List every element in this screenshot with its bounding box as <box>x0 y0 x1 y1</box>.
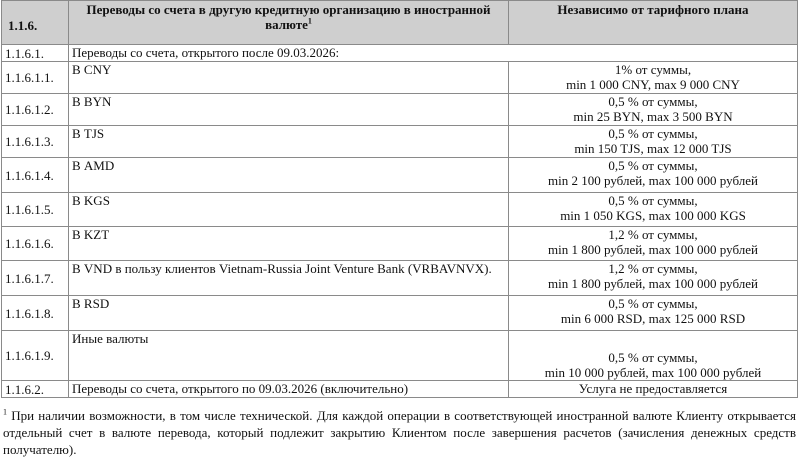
row-label: В CNY <box>69 62 509 94</box>
row-code: 1.1.6.1.9. <box>2 331 69 381</box>
row-value <box>509 331 798 381</box>
row-code: 1.1.6.1.1. <box>2 62 69 94</box>
value-line: 0,5 % от суммы, <box>608 94 698 109</box>
value-line: min 2 100 рублей, max 100 000 рублей <box>548 173 758 188</box>
header-row <box>2 1 798 45</box>
row-code: 1.1.6.1.8. <box>2 296 69 331</box>
row-value <box>509 62 798 94</box>
row-code: 1.1.6.1.6. <box>2 227 69 261</box>
row-code: 1.1.6.1.4. <box>2 158 69 193</box>
row-value <box>509 261 798 296</box>
footnote-reference: 1 <box>307 16 312 26</box>
section-row <box>2 45 798 62</box>
header-title <box>69 1 509 45</box>
row-label: В AMD <box>69 158 509 193</box>
row-value <box>509 227 798 261</box>
value-line: 0,5 % от суммы, <box>608 296 698 311</box>
row-label: В TJS <box>69 126 509 158</box>
footnote-text: При наличии возможности, в том числе технической. Для каждой операции в соответствующей иностранной валюте Клиенту открывается отдельный счет в валюте перевода, который подлежит закрытию Клиентом после завершения расчетов (зачисления денежных средств получателю). <box>3 408 797 457</box>
value-line: min 1 000 CNY, max 9 000 CNY <box>566 77 740 92</box>
value-line: min 10 000 рублей, max 100 000 рублей <box>544 365 762 380</box>
table-row <box>2 94 798 126</box>
row-label: В BYN <box>69 94 509 126</box>
section-label: Переводы со счета, открытого после 09.03.2026: <box>69 45 798 62</box>
row-label: В KZT <box>69 227 509 261</box>
row-code: 1.1.6.1.7. <box>2 261 69 296</box>
section-code: 1.1.6.1. <box>2 45 69 62</box>
row-value <box>509 126 798 158</box>
value-line: min 6 000 RSD, max 125 000 RSD <box>560 311 746 326</box>
table-row <box>2 193 798 227</box>
table-row <box>2 227 798 261</box>
row-code: 1.1.6.1.3. <box>2 126 69 158</box>
table-row <box>2 126 798 158</box>
header-code: 1.1.6. <box>2 1 69 45</box>
value-line: min 150 TJS, max 12 000 TJS <box>574 141 732 156</box>
row-label: Переводы со счета, открытого по 09.03.2026 (включительно) <box>69 381 509 398</box>
table-row <box>2 261 798 296</box>
value-line: 0,5 % от суммы, <box>608 350 698 365</box>
value-line: min 1 050 KGS, max 100 000 KGS <box>560 208 746 223</box>
table-row <box>2 62 798 94</box>
row-value <box>509 193 798 227</box>
value-line: 0,5 % от суммы, <box>608 193 698 208</box>
value-line: 0,5 % от суммы, <box>608 158 698 173</box>
footnote <box>3 407 796 458</box>
value-line: 1% от суммы, <box>614 62 692 77</box>
row-value: Услуга не предоставляется <box>509 381 798 398</box>
row-label: Иные валюты <box>69 331 509 381</box>
value-line: 0,5 % от суммы, <box>608 126 698 141</box>
header-plan: Независимо от тарифного плана <box>509 1 798 45</box>
table-row <box>2 331 798 381</box>
value-line: 1,2 % от суммы, <box>608 227 698 242</box>
row-label: В VND в пользу клиентов Vietnam-Russia Joint Venture Bank (VRBAVNVX). <box>69 261 509 296</box>
tariff-table <box>1 0 798 398</box>
value-line: min 1 800 рублей, max 100 000 рублей <box>548 242 758 257</box>
value-line: min 25 BYN, max 3 500 BYN <box>573 109 733 124</box>
value-line: 1,2 % от суммы, <box>608 261 698 276</box>
row-value <box>509 158 798 193</box>
row-code: 1.1.6.1.5. <box>2 193 69 227</box>
row-value <box>509 296 798 331</box>
row-label: В KGS <box>69 193 509 227</box>
row-label: В RSD <box>69 296 509 331</box>
row-code: 1.1.6.2. <box>2 381 69 398</box>
table-row <box>2 381 798 398</box>
header-title-text: Переводы со счета в другую кредитную организацию в иностранной валюте <box>86 2 491 32</box>
table-row <box>2 158 798 193</box>
footnote-mark: 1 <box>3 407 7 417</box>
row-code: 1.1.6.1.2. <box>2 94 69 126</box>
table-row <box>2 296 798 331</box>
value-line: min 1 800 рублей, max 100 000 рублей <box>548 276 758 291</box>
row-value <box>509 94 798 126</box>
